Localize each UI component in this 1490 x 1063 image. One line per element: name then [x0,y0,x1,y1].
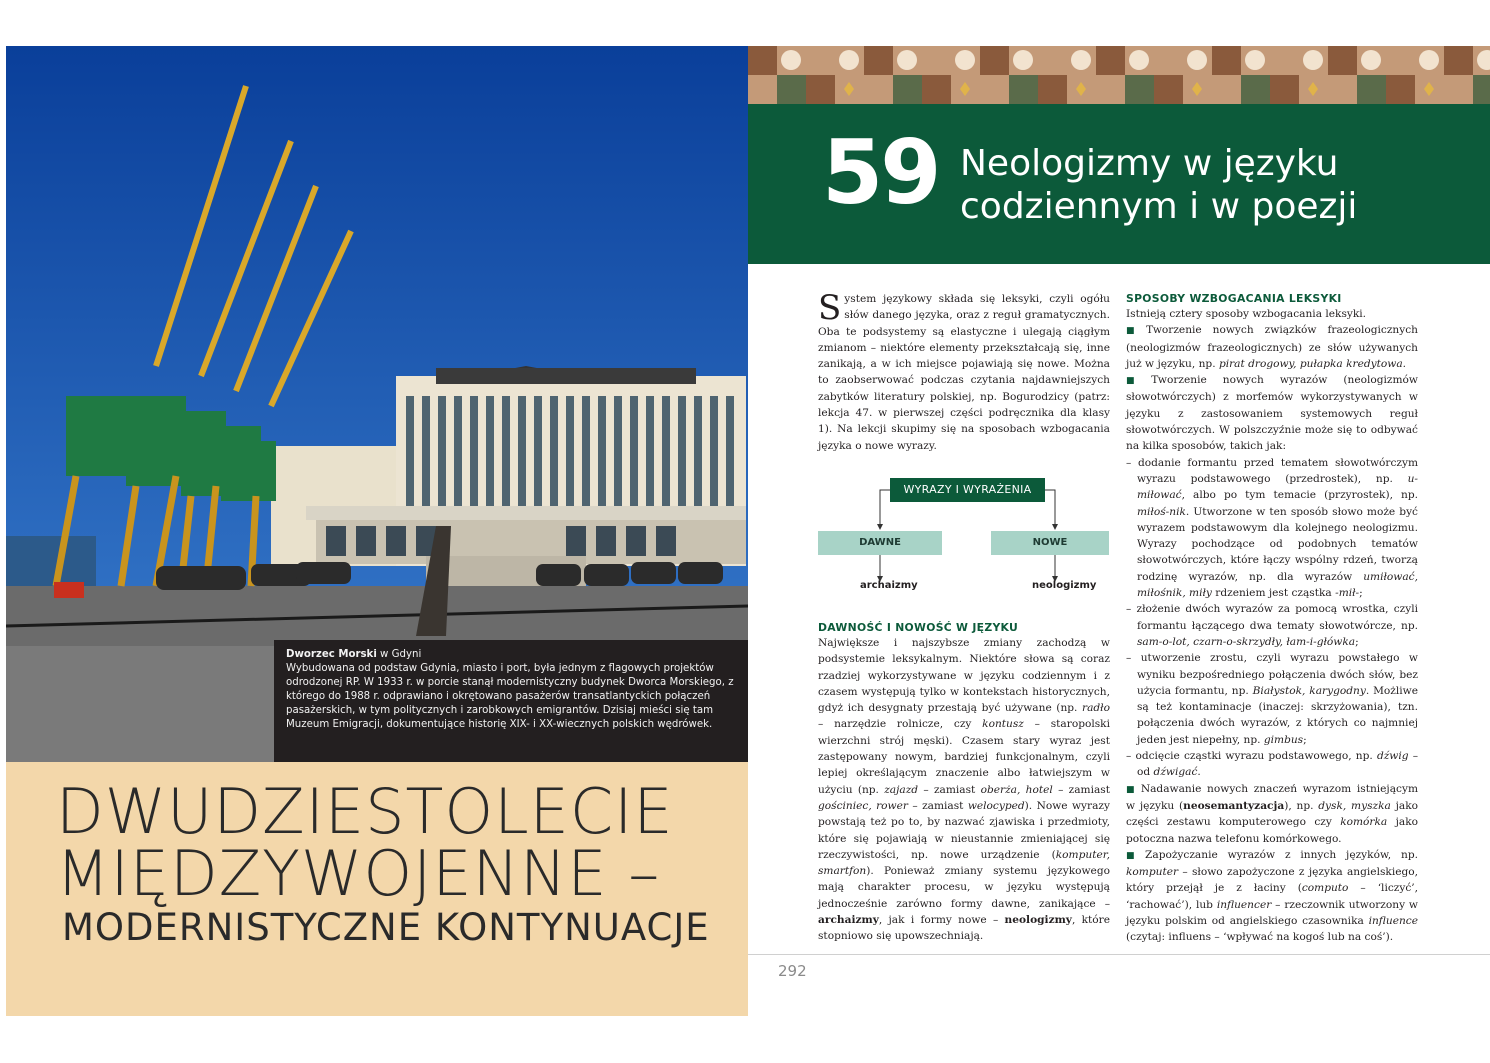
square-bullet-icon: ■ [1126,376,1148,387]
words-diagram [818,476,1113,601]
dash-item-clipping: – odcięcie cząstki wyrazu podstawowego, np. dźwig – od dźwigać. [1126,750,1418,779]
diagram-label-neologisms: neologizmy [1032,580,1097,591]
photo-caption [274,640,748,762]
chapter-title-line2: codziennym i w poezji [960,186,1358,227]
square-bullet-icon: ■ [1126,326,1143,337]
page-number: 292 [778,962,807,980]
square-bullet-icon: ■ [1126,850,1142,861]
pattern-graphic [748,46,1490,104]
intro-text: ystem językowy składa się leksyki, czyli ogółu słów danego języka, oraz z reguł gramatycznych. Oba te podsystemy są elastyczne i ulegają ciągłym zmianom – niektóre elementy przekształcają się, inne zanikają, a w ich miejsce pojawiają się nowe. Można to zaobserwować podczas czytania najdawniejszych zabytków literatury polskiej, np. Bogurodzicy (patrz: lekcja 47. w pierwszej części podręcznika dla klasy 1). Na lekcji skupimy się na sposobach wzbogacania języka o nowe wyrazy. [818,293,1110,452]
era-title-line3: MODERNISTYCZNE KONTYNUACJE [62,906,710,949]
section-old-new-text: Największe i najszybsze zmiany zachodzą w podsystemie leksykalnym. Niektóre słowa są coraz rzadziej wykorzystywane w języku codziennym i z czasem występują tylko w kontekstach historycznych, gdyż ich desygnaty przestają być używane (np. radło – narzędzie rolnicze, czy kontusz – staropolski wierzchni strój męski). Czasem stary wyraz jest zastępowany nowym, bardziej funkcjonalnym, czyli lepiej określającym znaczenie albo łatwiejszym w użyciu (np. zajazd – zamiast oberża, hotel – zamiast gościniec, rower – zamiast welocyped). Nowe wyrazy powstają też po to, by nazwać zjawiska i przedmioty, które się pojawiają w nieustannie zmieniającej się rzeczywistości, np. nowe urządzenie (komputer, smartfon). Ponieważ zmiany systemu językowego mają charakter procesu, w języku występują jednocześnie zarówno formy dawne, zanikające – archaizmy, jak i formy nowe – neologizmy, które stopniowo się upowszechniają. [818,637,1111,943]
diagram-top-box: WYRAZY I WYRAŻENIA [890,478,1045,502]
dash-item-affix: – dodanie formantu przed tematem słowotwórczym wyrazu podstawowego (przedrostek), np. u-miłować, albo po tym temacie (przyrostek), np. miłoś-nik. Utworzone w ten sposób słowo może być wyrazem podstawowym dla kolejnego neologizmu. Wyrazy pochodzące od podobnych tematów słowotwórczych, które łączy wspólny rdzeń, tworzą rodzinę wyrazów, np. dla wyrazów umiłować, miłośnik, miły rdzeniem jest cząstka -mił-; [1126,456,1419,600]
bullet-phraseological: ■ Tworzenie nowych związków frazeologicznych (neologizmów frazeologicznych) ze słów używanych już w języku, np. pirat drogowy, pułapka kredytowa. [1126,324,1418,370]
dash-item-compound: – złożenie dwóch wyrazów za pomocą wrostka, czyli formantu łączącego dwa tematy słowotwórcze, np. sam-o-lot, czarn-o-skrzydły, łam-i-główka; [1126,603,1419,648]
dash-item-fusion: – utworzenie zrostu, czyli wyrazu powstałego w wyniku bezpośredniego połączenia dwóch słów, bez użycia formantu, np. Białystok, karygodny. Możliwe są też kontaminacje (inaczej: skrzyżowania), tzn. połączenia dwóch wyrazów, z których co najmniej jeden jest niepełny, np. gimbus; [1126,652,1418,746]
column-left [818,288,1110,454]
diagram-box-new: NOWE [991,531,1109,555]
chapter-title [960,142,1357,228]
caption-text: Wybudowana od podstaw Gdynia, miasto i port, była jednym z flagowych projektów odrodzonej RP. W 1933 r. w porcie stanął modernistyczny budynek Dworca Morskiego, z którego do 1988 r. odprawiano i okrętowano pasażerów transatlantyckich połączeń pasażerskich, w tym politycznych i zarobkowych emigrantów. Dzisiaj mieści się tam Muzeum Emigracji, dokumentujące historię XIX- i XX-wiecznych polskich wędrówek. [286,663,734,730]
bullet-borrowing: ■ Zapożyczanie wyrazów z innych języków, np. komputer – słowo zapożyczone z języka angielskiego, który przejął je z łaciny (computo – ‘liczyć’, ‘rachować’), lub influencer – rzeczownik utworzony w języku polskim od angielskiego czasownika influence (czytaj: influens – ‘wpływać na kogoś lub na coś’). [1126,848,1419,944]
diagram-label-archaisms: archaizmy [860,580,918,591]
caption-title-suffix: w Gdyni [376,649,422,660]
square-bullet-icon: ■ [1126,784,1137,795]
column-right [1126,291,1418,946]
era-title-line2: MIĘDZYWOJENNE – [56,837,661,910]
left-page [6,46,748,1016]
section-heading-enrichment: SPOSOBY WZBOGACANIA LEKSYKI [1126,292,1342,305]
era-title-line1: DWUDZIESTOLECIE [56,775,674,848]
era-title [56,775,710,951]
section-old-new [818,620,1110,945]
chapter-number: 59 [822,121,939,224]
footer-rule [748,954,1490,955]
intro-paragraph [818,288,1110,454]
drop-cap: S [818,288,842,328]
bullet-neosemantics: ■ Nadawanie nowych znaczeń wyrazom istniejącym w języku (neosemantyzacja), np. dysk, myszka jako części zestawu komputerowego czy komórka jako potoczna nazwa telefonu komórkowego. [1126,782,1419,845]
diagram-box-old: DAWNE [818,531,942,555]
right-page [748,46,1490,1016]
chapter-title-line1: Neologizmy w języku [960,143,1339,184]
bullet-word-formation: ■ Tworzenie nowych wyrazów (neologizmów słowotwórczych) z morfemów wykorzystywanych w języku z zastosowaniem systemowych reguł słowotwórczych. W polszczyźnie może się to odbywać na kilka sposobów, takich jak: [1126,374,1418,453]
caption-title: Dworzec Morski [286,649,377,660]
decorative-pattern [748,46,1490,104]
section-heading-old-new: DAWNOŚĆ I NOWOŚĆ W JĘZYKU [818,621,1019,634]
section-enrichment-intro: Istnieją cztery sposoby wzbogacania leksyki. [1126,308,1367,320]
